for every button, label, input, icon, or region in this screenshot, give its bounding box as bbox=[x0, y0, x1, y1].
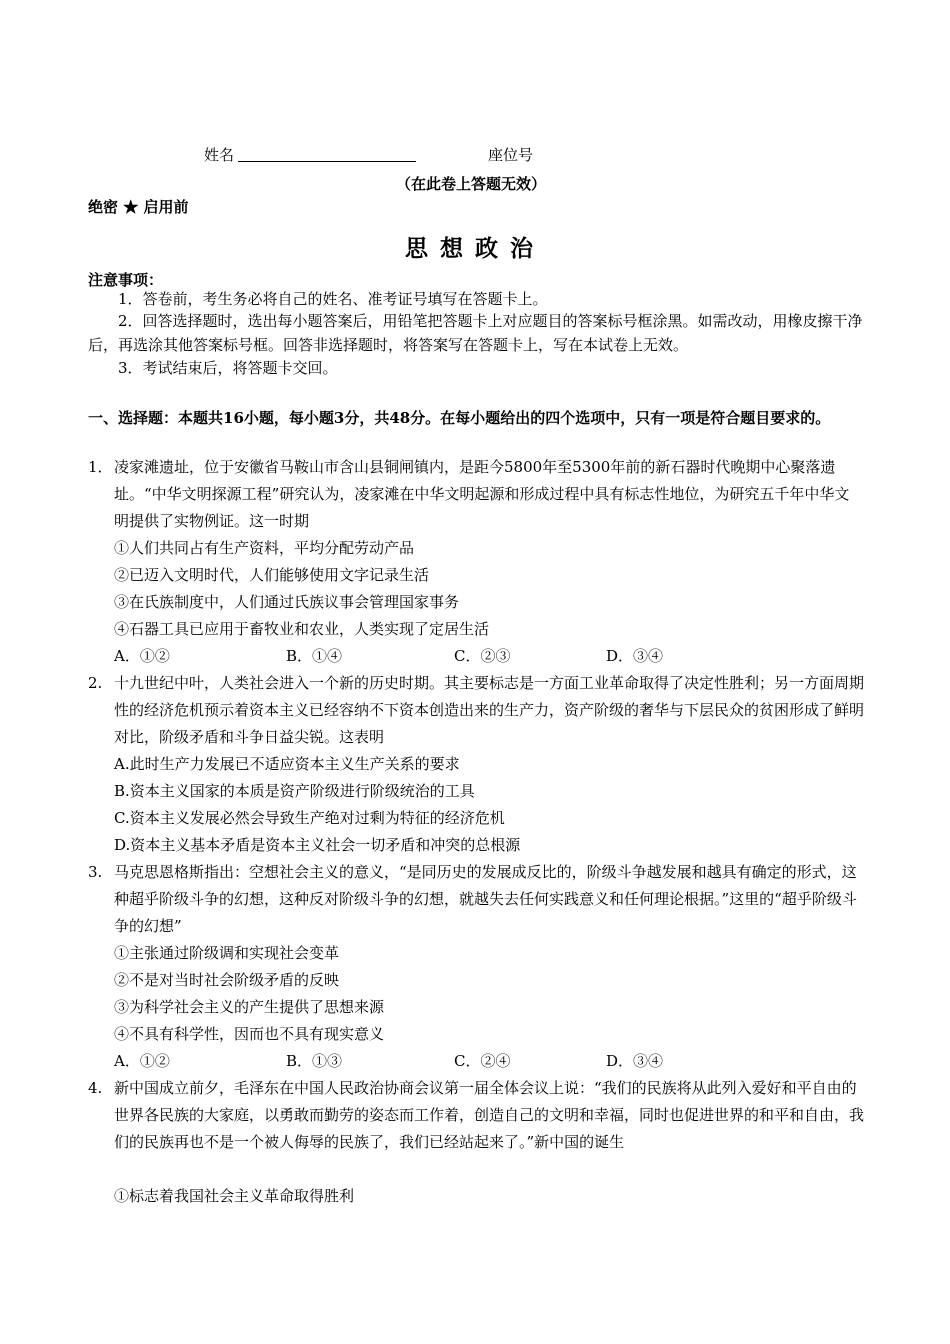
question-number: 2. bbox=[88, 674, 103, 692]
option-c: C.资本主义发展必然会导致生产绝对过剩为特征的经济危机 bbox=[114, 809, 505, 827]
choice-b: B．①③ bbox=[286, 1052, 343, 1070]
choice-d: D．③④ bbox=[606, 1052, 664, 1070]
section-heading: 一、选择题：本题共16小题，每小题3分，共48分。在每小题给出的四个选项中，只有一项是符合题目要求的。 bbox=[88, 409, 831, 427]
note-item-2: 2．回答选择题时，选出每小题答案后，用铅笔把答题卡上对应题目的答案标号框涂黑。如需改动，用橡皮擦干净后，再选涂其他答案标号框。回答非选择题时，将答案写在答题卡上，写在本试卷上无效。 bbox=[88, 312, 863, 354]
question-number: 3. bbox=[88, 863, 103, 881]
question-4 bbox=[88, 1075, 864, 1156]
seat-label: 座位号 bbox=[488, 146, 534, 164]
statement-item: ②不是对当时社会阶级矛盾的反映 bbox=[114, 971, 340, 989]
note-item-1: 1．答卷前，考生务必将自己的姓名、准考证号填写在答题卡上。 bbox=[118, 290, 548, 308]
name-blank-line bbox=[238, 160, 416, 162]
statement-item: ④不具有科学性，因而也不具有现实意义 bbox=[114, 1025, 385, 1043]
statement-item: ④石器工具已应用于畜牧业和农业，人类实现了定居生活 bbox=[114, 620, 490, 638]
choice-d: D．③④ bbox=[606, 647, 664, 665]
statement-item: ②已迈入文明时代，人们能够使用文字记录生活 bbox=[114, 566, 430, 584]
notes-heading: 注意事项： bbox=[88, 271, 164, 289]
option-a: A.此时生产力发展已不适应资本主义生产关系的要求 bbox=[114, 755, 460, 773]
option-b: B.资本主义国家的本质是资产阶级进行阶级统治的工具 bbox=[114, 782, 475, 800]
question-stem: 十九世纪中叶，人类社会进入一个新的历史时期。其主要标志是一方面工业革命取得了决定性胜利；另一方面周期性的经济危机预示着资本主义已经容纳不下资本创造出来的生产力，资产阶级的奢华与下层民众的贫困形成了鲜明对比，阶级矛盾和斗争日益尖锐。这表明 bbox=[114, 674, 865, 746]
statement-item: ③在氏族制度中，人们通过氏族议事会管理国家事务 bbox=[114, 593, 460, 611]
question-stem: 新中国成立前夕，毛泽东在中国人民政治协商会议第一届全体会议上说：“我们的民族将从此列入爱好和平自由的世界各民族的大家庭，以勇敢而勤劳的姿态而工作着，创造自己的文明和幸福，同时也促进世界的和平和自由，我们的民族再也不是一个被人侮辱的民族了，我们已经站起来了。”新中国的诞生 bbox=[114, 1079, 865, 1151]
choice-a: A．①② bbox=[114, 1052, 170, 1070]
invalid-note: （在此卷上答题无效） bbox=[396, 175, 547, 193]
question-stem: 马克思恩格斯指出：空想社会主义的意义，“是同历史的发展成反比的，阶级斗争越发展和越具有确定的形式，这种超乎阶级斗争的幻想，这种反对阶级斗争的幻想，就越失去任何实践意义和任何理论根据。”这里的“超乎阶级斗争的幻想” bbox=[114, 863, 857, 935]
name-label: 姓名 bbox=[204, 146, 235, 164]
choice-c: C．②④ bbox=[454, 1052, 511, 1070]
choice-a: A．①② bbox=[114, 647, 170, 665]
question-stem: 凌家滩遗址，位于安徽省马鞍山市含山县铜闸镇内，是距今5800年至5300年前的新石器时代晚期中心聚落遗址。“中华文明探源工程”研究认为，凌家滩在中华文明起源和形成过程中具有标志性地位，为研究五千年中华文明提供了实物例证。这一时期 bbox=[114, 458, 850, 530]
question-3 bbox=[88, 859, 864, 940]
question-number: 4. bbox=[88, 1079, 103, 1097]
choice-b: B．①④ bbox=[286, 647, 343, 665]
choice-c: C．②③ bbox=[454, 647, 511, 665]
option-d: D.资本主义基本矛盾是资本主义社会一切矛盾和冲突的总根源 bbox=[114, 836, 521, 854]
question-number: 1． bbox=[88, 458, 113, 476]
page-title: 思想政治 bbox=[405, 235, 545, 262]
question-2 bbox=[88, 670, 864, 751]
statement-item: ③为科学社会主义的产生提供了思想来源 bbox=[114, 998, 385, 1016]
question-1 bbox=[88, 454, 864, 535]
note-item-3: 3．考试结束后，将答题卡交回。 bbox=[118, 359, 338, 377]
statement-item: ①标志着我国社会主义革命取得胜利 bbox=[114, 1187, 355, 1205]
secret-label: 绝密 ★ 启用前 bbox=[88, 198, 189, 216]
name-seat-row bbox=[204, 144, 564, 166]
statement-item: ①主张通过阶级调和实现社会变革 bbox=[114, 944, 340, 962]
statement-item: ①人们共同占有生产资料，平均分配劳动产品 bbox=[114, 539, 415, 557]
